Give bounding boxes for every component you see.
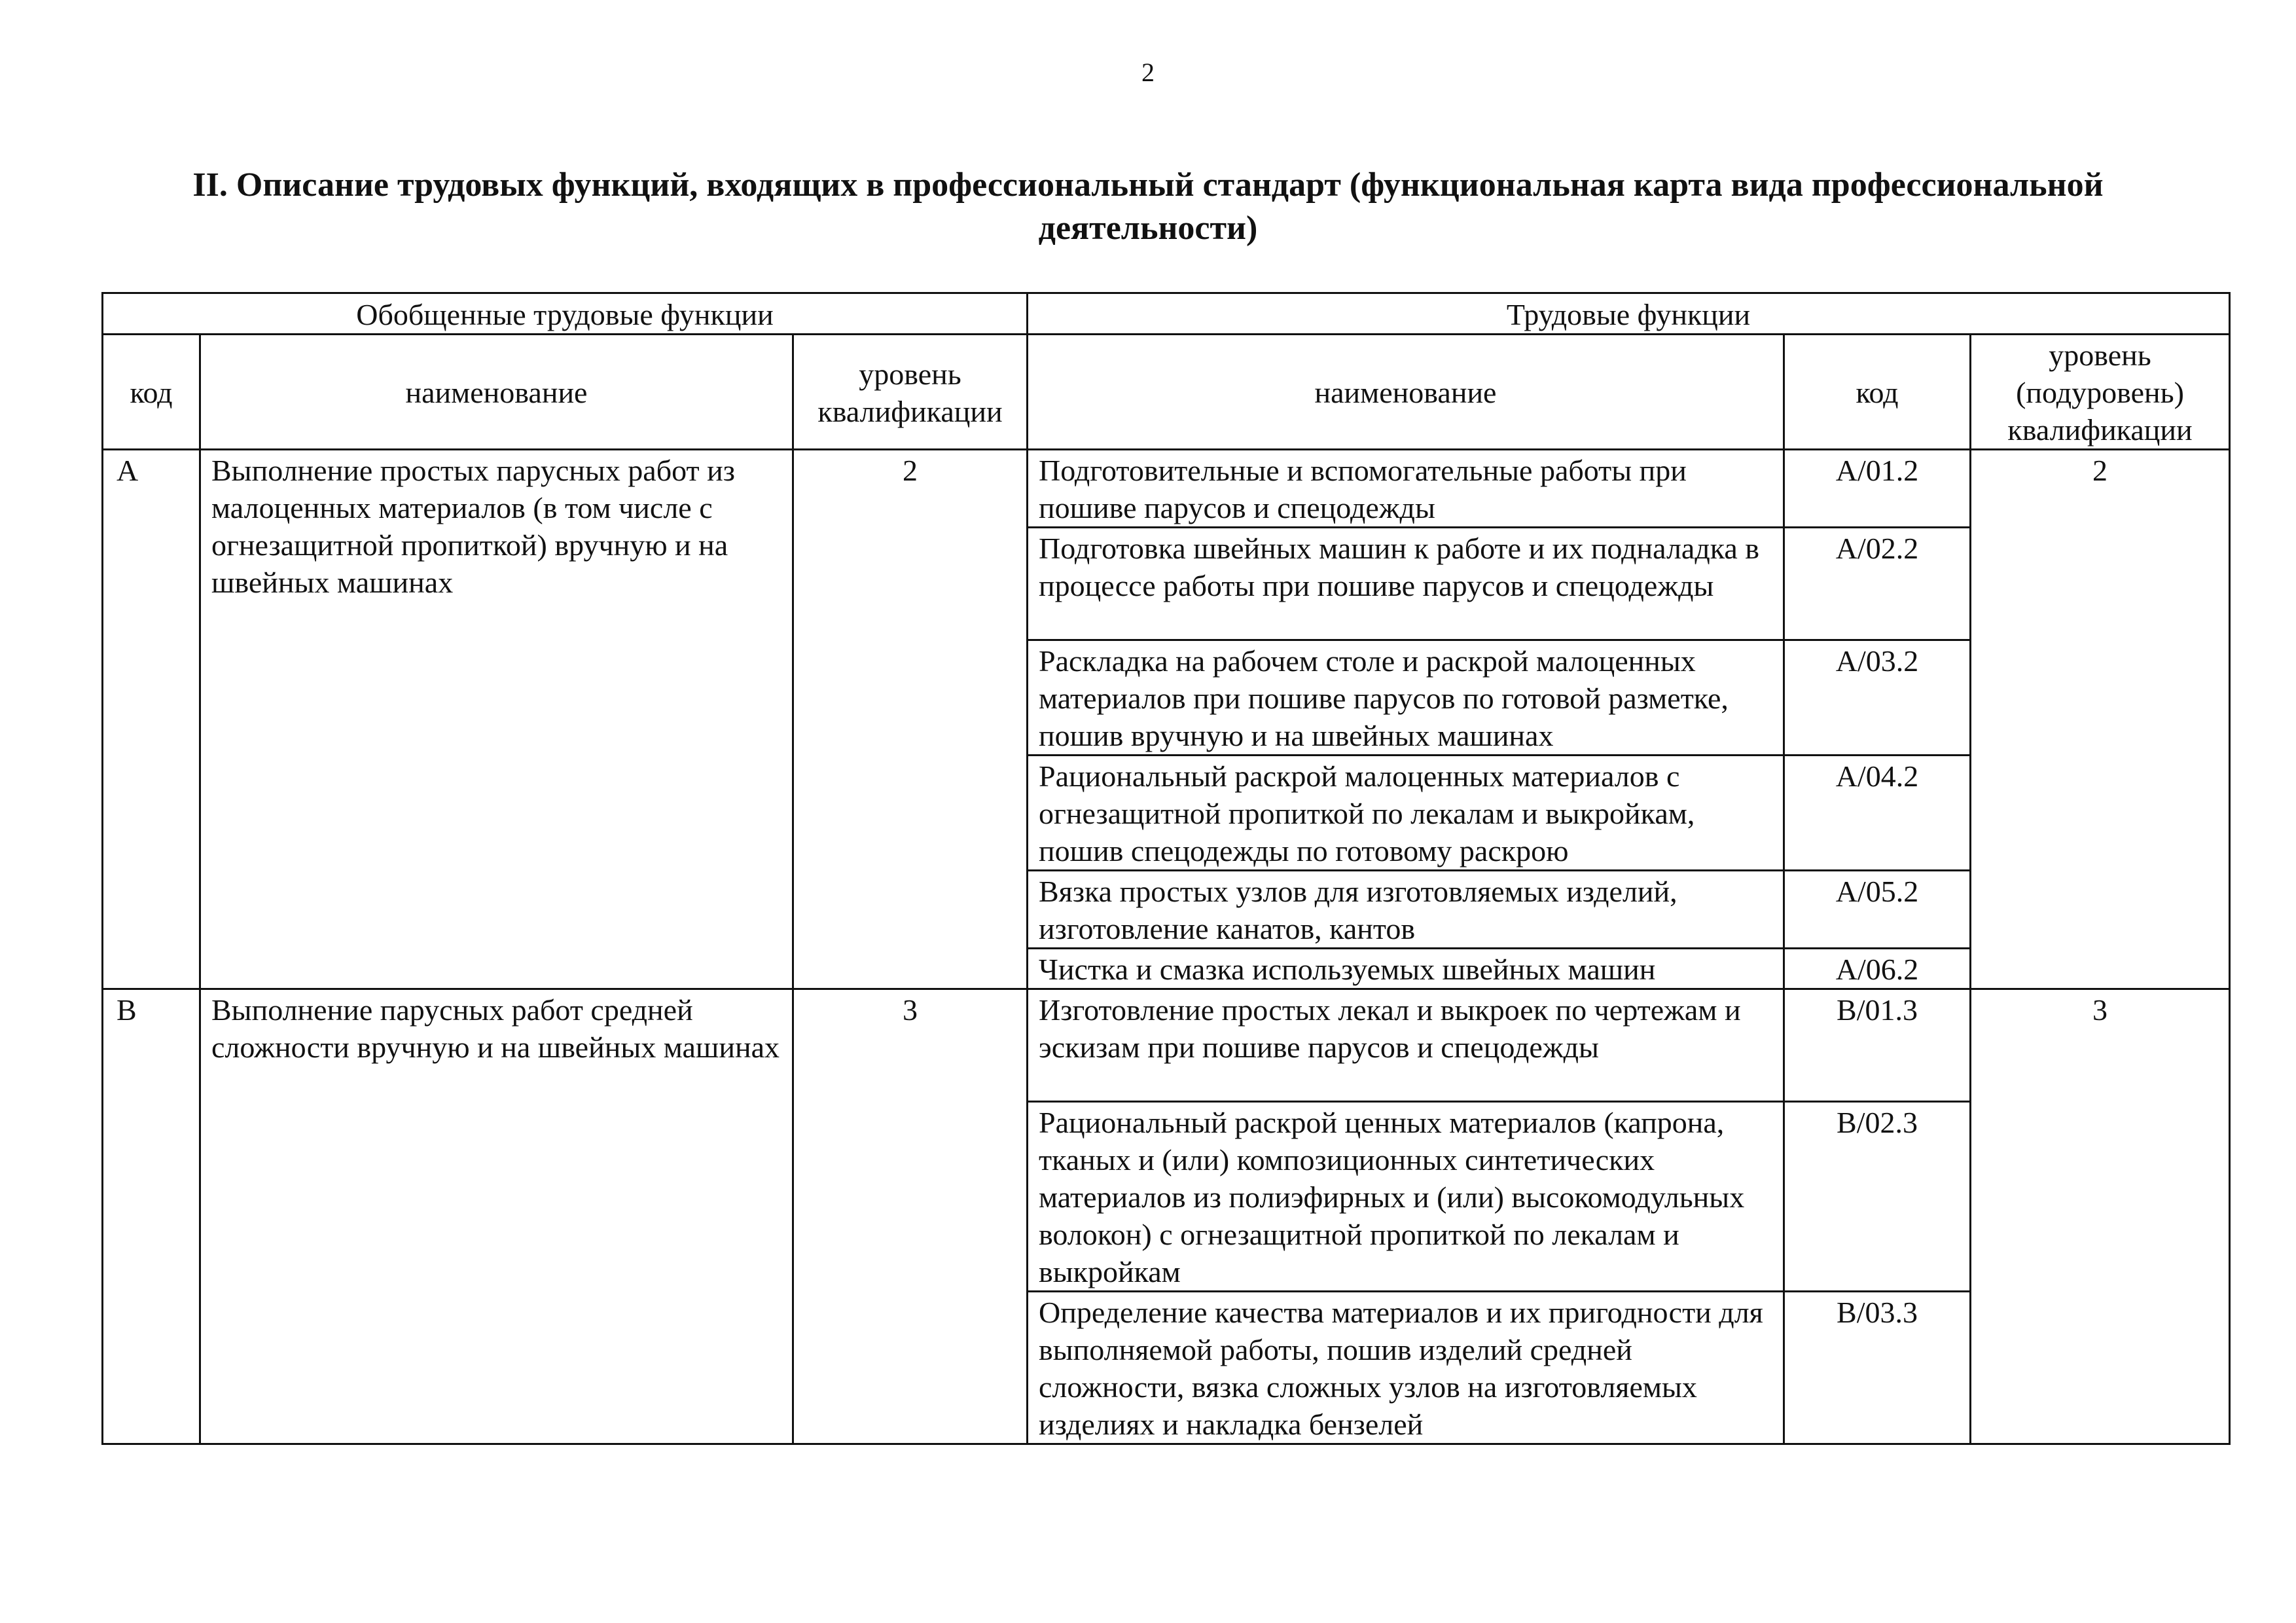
group-a-functions-level: 2 bbox=[1971, 450, 2230, 989]
function-a04-code: A/04.2 bbox=[1784, 756, 1971, 871]
group-b-functions-level: 3 bbox=[1971, 989, 2230, 1444]
column-header-row bbox=[103, 335, 2230, 450]
group-header-row bbox=[103, 293, 2230, 335]
gen-name-header: наименование bbox=[200, 335, 793, 450]
gen-code-header: код bbox=[103, 335, 200, 450]
tf-code-header: код bbox=[1784, 335, 1971, 450]
section-title: II. Описание трудовых функций, входящих в профессиональный стандарт (функциональная карта вида профессиональной деятельности) bbox=[192, 166, 2104, 247]
function-a03-code: A/03.2 bbox=[1784, 640, 1971, 756]
function-a01-name: Подготовительные и вспомогательные работы при пошиве парусов и спецодежды bbox=[1028, 450, 1784, 528]
labor-functions-header: Трудовые функции bbox=[1028, 293, 2230, 335]
function-b01-name: Изготовление простых лекал и выкроек по чертежам и эскизам при пошиве парусов и спецодежды bbox=[1028, 989, 1784, 1102]
functional-map-table-container bbox=[101, 292, 2231, 1445]
page-number: 2 bbox=[1141, 58, 1155, 87]
function-a01-code: A/01.2 bbox=[1784, 450, 1971, 528]
function-b02-code: B/02.3 bbox=[1784, 1102, 1971, 1292]
functional-map-table bbox=[101, 292, 2231, 1445]
group-b-code: B bbox=[103, 989, 200, 1444]
group-b-name: Выполнение парусных работ средней сложности вручную и на швейных машинах bbox=[200, 989, 793, 1444]
gen-level-header: уровень квалификации bbox=[793, 335, 1028, 450]
group-a-name: Выполнение простых парусных работ из малоценных материалов (в том числе с огнезащитной пропиткой) вручную и на швейных машинах bbox=[200, 450, 793, 989]
function-b03-code: B/03.3 bbox=[1784, 1292, 1971, 1444]
function-b03-name: Определение качества материалов и их пригодности для выполняемой работы, пошив изделий средней сложности, вязка сложных узлов на изготовляемых изделиях и накладка бензелей bbox=[1028, 1292, 1784, 1444]
function-a06-name: Чистка и смазка используемых швейных машин bbox=[1028, 949, 1784, 989]
function-b01-code: B/01.3 bbox=[1784, 989, 1971, 1102]
function-a06-code: A/06.2 bbox=[1784, 949, 1971, 989]
function-a03-name: Раскладка на рабочем столе и раскрой малоценных материалов при пошиве парусов по готовой разметке, пошив вручную и на швейных машинах bbox=[1028, 640, 1784, 756]
table-row bbox=[103, 450, 2230, 528]
function-a04-name: Рациональный раскрой малоценных материалов с огнезащитной пропиткой по лекалам и выкройкам, пошив спецодежды по готовому раскрою bbox=[1028, 756, 1784, 871]
function-a05-name: Вязка простых узлов для изготовляемых изделий, изготовление канатов, кантов bbox=[1028, 871, 1784, 949]
function-a02-code: A/02.2 bbox=[1784, 528, 1971, 640]
function-a05-code: A/05.2 bbox=[1784, 871, 1971, 949]
table-row bbox=[103, 989, 2230, 1102]
function-a02-name: Подготовка швейных машин к работе и их подналадка в процессе работы при пошиве парусов и спецодежды bbox=[1028, 528, 1784, 640]
group-a-level: 2 bbox=[793, 450, 1028, 989]
function-b02-name: Рациональный раскрой ценных материалов (капрона, тканых и (или) композиционных синтетических материалов из полиэфирных и (или) высокомодульных волокон) с огнезащитной пропиткой по лекалам и выкройкам bbox=[1028, 1102, 1784, 1292]
group-a-code: A bbox=[103, 450, 200, 989]
tf-name-header: наименование bbox=[1028, 335, 1784, 450]
tf-level-header: уровень (подуровень) квалификации bbox=[1971, 335, 2230, 450]
group-b-level: 3 bbox=[793, 989, 1028, 1444]
generalized-functions-header: Обобщенные трудовые функции bbox=[103, 293, 1028, 335]
